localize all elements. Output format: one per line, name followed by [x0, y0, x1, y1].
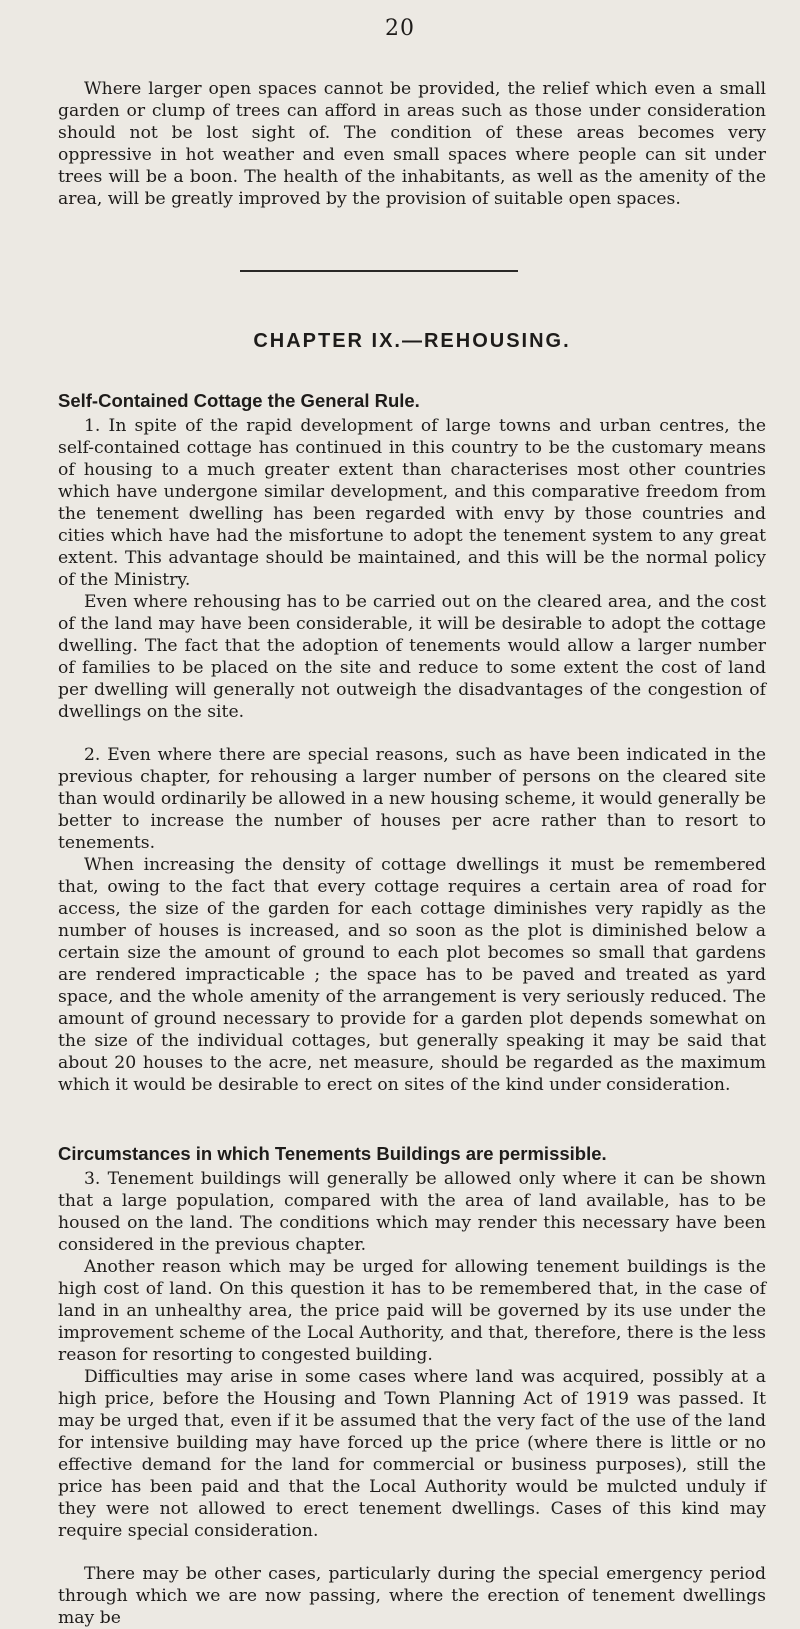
paragraph-2: 2. Even where there are special reasons, such as have been indicated in the previous chapter, for rehousing a larger number of persons on the cleared site than would ordinarily be allowed in a new housing scheme, it would generally be better to increase the number of houses per acre rather than to resort to tenements. [58, 745, 766, 853]
chapter-title: CHAPTER IX.—REHOUSING. [253, 330, 571, 352]
paragraph-1-continued: Even where rehousing has to be carried out on the cleared area, and the cost of the land may have been considerable, it will be desirable to adopt the cottage dwelling. The fact that the adoption of tenements would allow a larger number of families to be placed on the site and reduce to some extent the cost of land per dwelling will generally not outweigh the disadvantages of the congestion of dwellings on the site. [58, 592, 766, 722]
paragraph-3-other-cases: There may be other cases, particularly during the special emergency period through which we are now passing, where the erection of tenement dwellings may be [58, 1564, 766, 1628]
intro-paragraph: Where larger open spaces cannot be provided, the relief which even a small garden or clump of trees can afford in areas such as those under consideration should not be lost sight of. The condition of these areas becomes very oppressive in hot weather and even small spaces where people can sit under trees will be a boon. The health of the inhabitants, as well as the amenity of the area, will be greatly improved by the provision of suitable open spaces. [58, 79, 766, 209]
section-heading-tenement-circumstances: Circumstances in which Tenements Buildings are permissible. [58, 1143, 607, 1164]
section-heading-self-contained-cottage: Self-Contained Cottage the General Rule. [58, 390, 420, 411]
paragraph-3-difficulties: Difficulties may arise in some cases where land was acquired, possibly at a high price, before the Housing and Town Planning Act of 1919 was passed. It may be urged that, even if it be assumed that the very fact of the use of the land for intensive building may have forced up the price (where there is little or no effective demand for the land for commercial or business purposes), still the price has been paid and that the Local Authority would be mulcted unduly if they were not allowed to erect tenement dwellings. Cases of this kind may require special consideration. [58, 1367, 766, 1541]
section-divider-rule [240, 270, 518, 272]
paragraph-3-high-cost: Another reason which may be urged for allowing tenement buildings is the high cost of land. On this question it has to be remembered that, in the case of land in an unhealthy area, the price paid will be governed by its use under the improvement scheme of the Local Authority, and that, therefore, there is the less reason for resorting to congested building. [58, 1257, 766, 1365]
paragraph-1: 1. In spite of the rapid development of large towns and urban centres, the self-contained cottage has continued in this country to be the customary means of housing to a much greater extent than characterises most other countries which have undergone similar development, and this comparative freedom from the tenement dwelling has been regarded with envy by those countries and cities which have had the misfortune to adopt the tenement system to any great extent. This advantage should be maintained, and this will be the normal policy of the Ministry. [58, 416, 766, 590]
paragraph-2-continued: When increasing the density of cottage dwellings it must be remembered that, owing to the fact that every cottage requires a certain area of road for access, the size of the garden for each cottage diminishes very rapidly as the number of houses is increased, and so soon as the plot is diminished below a certain size the amount of ground to each plot becomes so small that gardens are rendered impracticable ; the space has to be paved and treated as yard space, and the whole amenity of the arrangement is very seriously reduced. The amount of ground necessary to provide for a garden plot depends somewhat on the size of the individual cottages, but generally speaking it may be said that about 20 houses to the acre, net measure, should be regarded as the maximum which it would be desirable to erect on sites of the kind under consideration. [58, 855, 766, 1095]
paragraph-3: 3. Tenement buildings will generally be allowed only where it can be shown that a large population, compared with the area of land available, has to be housed on the land. The conditions which may render this necessary have been considered in the previous chapter. [58, 1169, 766, 1255]
page-body [58, 78, 766, 1629]
page-number: 20 [385, 16, 415, 41]
